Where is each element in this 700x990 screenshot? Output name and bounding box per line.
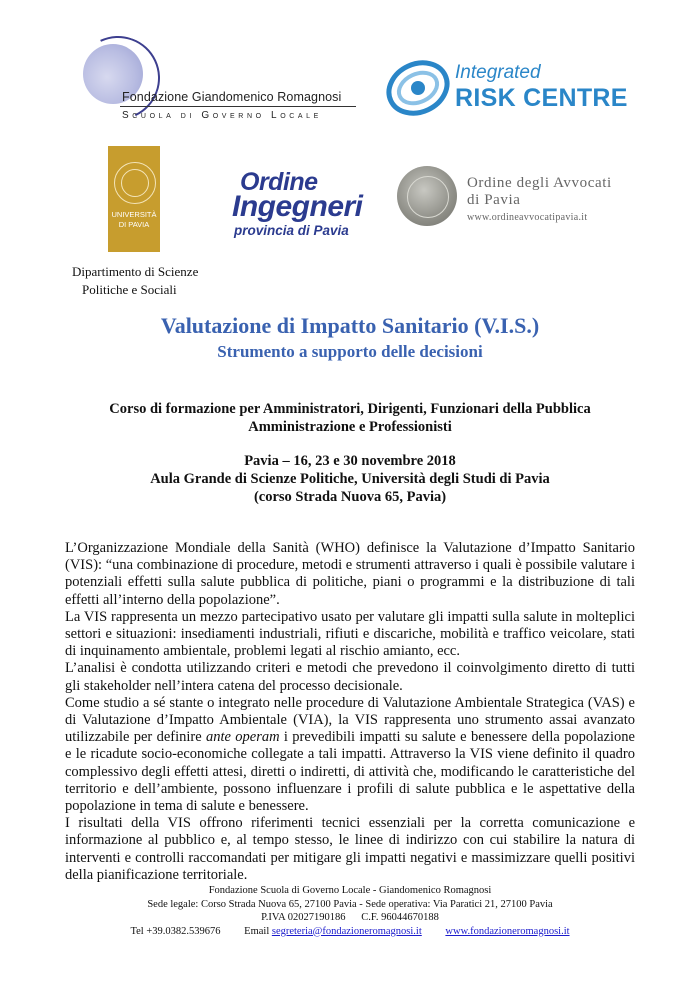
footer-tel: Tel +39.0382.539676: [130, 925, 221, 937]
footer-contacts: [0, 925, 700, 939]
footer-website-link[interactable]: www.fondazioneromagnosi.it: [445, 925, 570, 937]
paragraph-2: La VIS rappresenta un mezzo partecipativo usato per valutare gli impatti sulla salute in molteplici settori e situazioni: insediamenti industriali, rifiuti e discariche, mobilità e traffico veicolare, stati di inquinamento ambientale, problemi legati al rischio amianto, ecc.: [65, 608, 635, 660]
course-line2: Amministrazione e Professionisti: [248, 419, 452, 435]
paragraph-4-part-b: i prevedibili impatti su salute e benessere della popolazione e le ricadute socio-economiche collegate a tali impatti. Attraverso la VIS viene definito il quadro complessivo degli effetti attesi, diretti o indiretti, di attività che, modificando le caratteristiche del territorio e dell’ambiente, possono influenzare i profili di salute pubblica e le aspettative della popolazione in tema di salute e benessere.: [65, 729, 635, 815]
risk-centre-line2: RISK CENTRE: [455, 84, 628, 112]
event-address: (corso Strada Nuova 65, Pavia): [253, 489, 447, 505]
risk-centre-emblem: [382, 52, 452, 122]
course-line1: Corso di formazione per Amministratori, Dirigenti, Funzionari della Pubblica: [109, 401, 591, 417]
paragraph-5: I risultati della VIS offrono riferimenti tecnici essenziali per la corretta comunicazione e informazione al pubblico e, al tempo stesso, le linee di indirizzo con cui stabilire la natura di interventi e controlli raccomandati per mitigare gli impatti negativi e massimizzare quelli positivi della pianificazione territoriale.: [65, 815, 635, 883]
avvocati-seal-inner: [407, 176, 449, 218]
footer-email-label: Email: [244, 925, 270, 937]
event-dates: Pavia – 16, 23 e 30 novembre 2018: [244, 453, 456, 469]
unipv-line2: DI PAVIA: [118, 220, 150, 229]
unipv-text: [108, 210, 160, 230]
avvocati-line2: di Pavia: [467, 192, 521, 208]
paragraph-3: L’analisi è condotta utilizzando criteri e metodi che prevedono il coinvolgimento diretto di tutti gli stakeholder nell’intera catena del processo decisionale.: [65, 660, 635, 694]
unipv-line1: UNIVERSITÀ: [111, 210, 157, 219]
romagnosi-subtitle: Scuola di Governo Locale: [122, 110, 322, 121]
unipv-seal-inner: [121, 169, 149, 197]
romagnosi-name: Fondazione Giandomenico Romagnosi: [122, 90, 342, 104]
ingegneri-line1: Ordine: [240, 168, 318, 196]
footer-piva: P.IVA 02027190186: [261, 912, 346, 923]
paragraph-4-part-a: Come studio a sé stante o integrato nelle procedure di Valutazione Ambientale Strategica (VAS) e di Valutazione d’Impatto Ambientale (VIA), la VIS rappresenta uno strumento assai avanzato utilizzabile per definire: [65, 694, 635, 746]
paragraph-1: L’Organizzazione Mondiale della Sanità (WHO) definisce la Valutazione d’Impatto Sanitario (VIS): “una combinazione di procedure, metodi e strumenti attraverso i quali è possibile valutare i potenziali effetti sulla salute pubblica di politiche, piani o programmi e la distribuzione di tali effetti all’interno della popolazione”.: [65, 540, 635, 608]
risk-centre-line1: Integrated: [455, 62, 541, 83]
footer-cf: C.F. 96044670188: [361, 912, 439, 923]
footer-email-link[interactable]: segreteria@fondazioneromagnosi.it: [271, 925, 422, 937]
department-label: [72, 263, 198, 299]
avvocati-url: www.ordineavvocatipavia.it: [467, 212, 588, 223]
footer-tax-ids: [0, 911, 700, 925]
avvocati-line1: Ordine degli Avvocati: [467, 175, 612, 191]
department-line1: Dipartimento di Scienze: [72, 264, 199, 279]
romagnosi-divider: [120, 106, 356, 107]
event-details: [0, 452, 700, 506]
body-text: [65, 540, 635, 884]
ingegneri-line3: provincia di Pavia: [234, 223, 349, 238]
paragraph-4-emphasis: ante operam: [206, 729, 280, 746]
footer-addresses: Sede legale: Corso Strada Nuova 65, 27100 Pavia - Sede operativa: Via Paratici 21, 27100 Pavia: [147, 898, 553, 910]
course-description: [0, 400, 700, 436]
department-line2: Politiche e Sociali: [82, 282, 177, 297]
footer-org: Fondazione Scuola di Governo Locale - Giandomenico Romagnosi: [208, 885, 492, 896]
footer: [0, 884, 700, 938]
event-venue: Aula Grande di Scienze Politiche, Università degli Studi di Pavia: [150, 471, 550, 487]
paragraph-4: [65, 695, 635, 815]
ingegneri-line2: Ingegneri: [232, 190, 363, 223]
document-title: Valutazione di Impatto Sanitario (V.I.S.): [160, 313, 540, 338]
document-subtitle: Strumento a supporto delle decisioni: [217, 342, 483, 361]
